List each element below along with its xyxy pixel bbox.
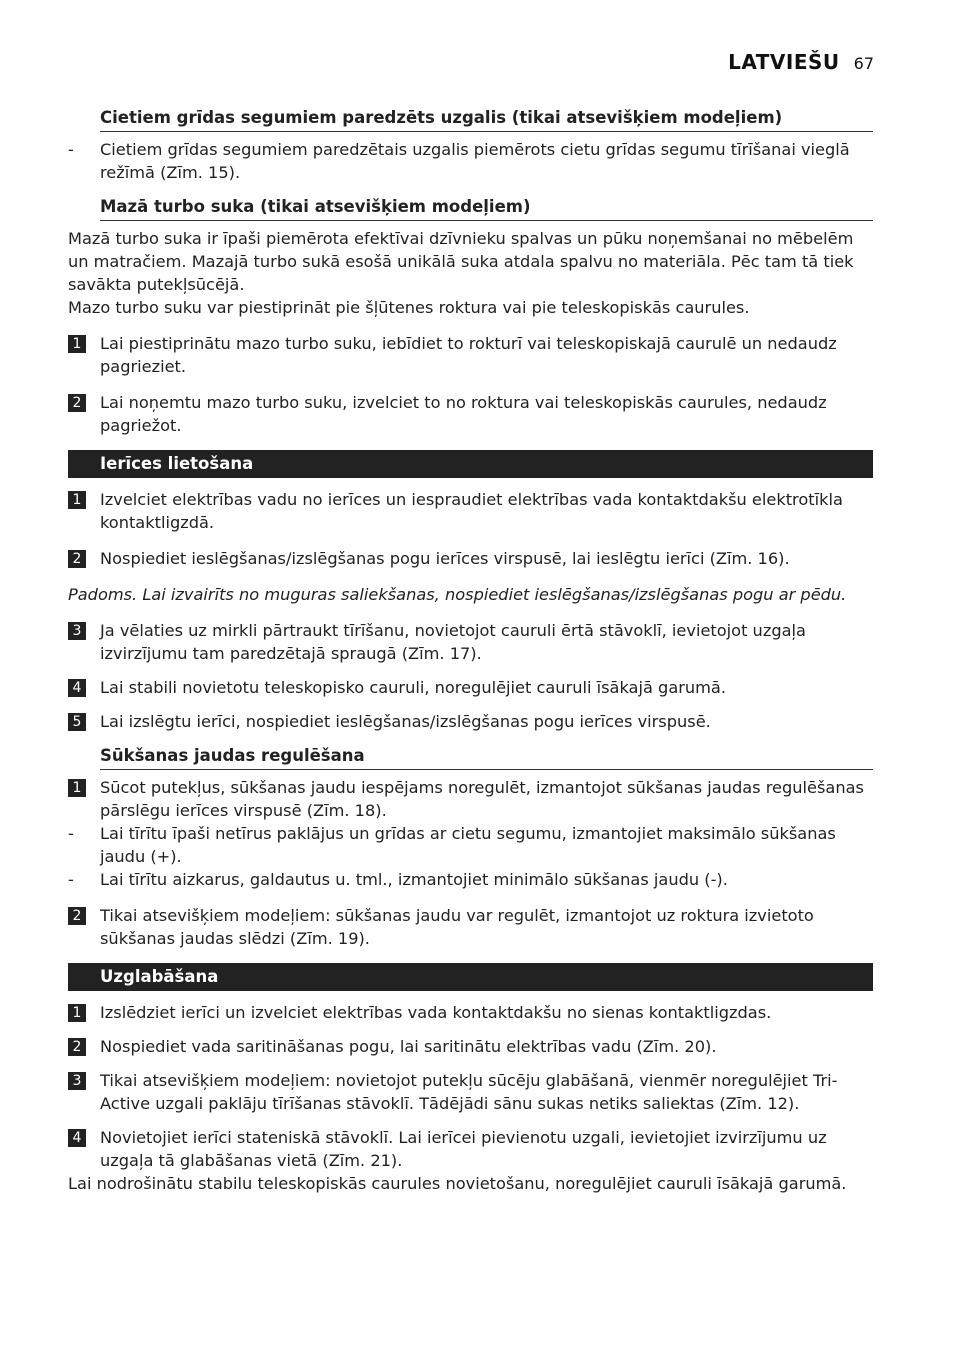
step-number: 5	[68, 713, 86, 731]
step-item	[68, 547, 873, 570]
page-content	[68, 106, 873, 1195]
step-number: 1	[68, 335, 86, 353]
dash-marker: -	[68, 824, 74, 843]
step-number: 1	[68, 491, 86, 509]
step-item	[68, 1035, 873, 1058]
bullet-text: Cietiem grīdas segumiem paredzētais uzgalis piemērots cietu grīdas segumu tīrīšanai vieglā režīmā (Zīm. 15).	[100, 140, 850, 182]
step-text: Nospiediet vada saritināšanas pogu, lai saritinātu elektrības vadu (Zīm. 20).	[100, 1037, 717, 1056]
step-text: Sūcot putekļus, sūkšanas jaudu iespējams noregulēt, izmantojot sūkšanas jaudas regulēšanas pārslēgu ierīces virspusē (Zīm. 18).	[100, 778, 864, 820]
step-text: Lai noņemtu mazo turbo suku, izvelciet to no roktura vai teleskopiskās caurules, nedaudz pagriežot.	[100, 393, 827, 435]
bullet-text: Lai tīrītu īpaši netīrus paklājus un grīdas ar cietu segumu, izmantojiet maksimālo sūkšanas jaudu (+).	[100, 824, 836, 866]
section-heading-using-appliance: Ierīces lietošana	[68, 450, 873, 478]
section-heading-storage: Uzglabāšana	[68, 963, 873, 991]
dash-marker: -	[68, 870, 74, 889]
page-header	[728, 50, 874, 74]
step-item	[68, 619, 873, 665]
step-item	[68, 676, 873, 699]
list-item	[68, 138, 873, 184]
bullet-text: Lai tīrītu aizkarus, galdautus u. tml., izmantojiet minimālo sūkšanas jaudu (-).	[100, 870, 728, 889]
step-item	[68, 332, 873, 378]
step-text: Ja vēlaties uz mirkli pārtraukt tīrīšanu, novietojot cauruli ērtā stāvoklī, ievietojot uzgaļa izvirzījumu tam paredzētajā spraugā (Zīm. 17).	[100, 621, 806, 663]
paragraph: Lai nodrošinātu stabilu teleskopiskās caurules novietošanu, noregulējiet cauruli īsākajā garumā.	[68, 1174, 847, 1193]
dash-marker: -	[68, 140, 74, 159]
language-label: LATVIEŠU	[728, 50, 840, 74]
step-number: 1	[68, 1004, 86, 1022]
section-heading-suction-power: Sūkšanas jaudas regulēšana	[100, 744, 873, 770]
section-heading-hard-floor-nozzle: Cietiem grīdas segumiem paredzēts uzgalis (tikai atsevišķiem modeļiem)	[100, 106, 873, 132]
step-item	[68, 1126, 873, 1172]
step-item	[68, 1001, 873, 1024]
step-number: 2	[68, 907, 86, 925]
step-text: Izvelciet elektrības vadu no ierīces un iespraudiet elektrības vada kontaktdakšu elektrotīkla kontaktligzdā.	[100, 490, 843, 532]
step-number: 2	[68, 550, 86, 568]
step-text: Tikai atsevišķiem modeļiem: sūkšanas jaudu var regulēt, izmantojot uz roktura izvietoto sūkšanas jaudas slēdzi (Zīm. 19).	[100, 906, 814, 948]
step-text: Izslēdziet ierīci un izvelciet elektrības vada kontaktdakšu no sienas kontaktligzdas.	[100, 1003, 772, 1022]
step-number: 3	[68, 1072, 86, 1090]
step-text: Tikai atsevišķiem modeļiem: novietojot putekļu sūcēju glabāšanā, vienmēr noregulējiet Tri-Active uzgali paklāju tīrīšanas stāvoklī. Tādējādi sānu sukas netiks saliektas (Zīm. 12).	[100, 1071, 838, 1113]
step-number: 3	[68, 622, 86, 640]
step-item	[68, 904, 873, 950]
paragraph: Mazo turbo suku var piestiprināt pie šļūtenes roktura vai pie teleskopiskās caurules.	[68, 298, 750, 317]
step-text: Lai izslēgtu ierīci, nospiediet ieslēgšanas/izslēgšanas pogu ierīces virspusē.	[100, 712, 711, 731]
page-number: 67	[853, 54, 874, 73]
section-heading-turbo-brush: Mazā turbo suka (tikai atsevišķiem modeļiem)	[100, 195, 873, 221]
step-item	[68, 710, 873, 733]
paragraph: Mazā turbo suka ir īpaši piemērota efektīvai dzīvnieku spalvas un pūku noņemšanai no mēbelēm un matračiem. Mazajā turbo sukā esošā unikālā suka atdala spalvu no materiāla. Pēc tam tā tiek savākta putekļsūcējā.	[68, 229, 854, 294]
step-item	[68, 488, 873, 534]
step-number: 4	[68, 1129, 86, 1147]
step-text: Nospiediet ieslēgšanas/izslēgšanas pogu ierīces virspusē, lai ieslēgtu ierīci (Zīm. 16).	[100, 549, 790, 568]
step-item	[68, 391, 873, 437]
step-number: 2	[68, 1038, 86, 1056]
step-text: Lai piestiprinātu mazo turbo suku, iebīdiet to rokturī vai teleskopiskajā caurulē un nedaudz pagrieziet.	[100, 334, 837, 376]
step-text: Lai stabili novietotu teleskopisko cauruli, noregulējiet cauruli īsākajā garumā.	[100, 678, 726, 697]
list-item	[68, 822, 873, 868]
step-item	[68, 776, 873, 822]
step-item	[68, 1069, 873, 1115]
step-text: Novietojiet ierīci stateniskā stāvoklī. Lai ierīcei pievienotu uzgali, ievietojiet izvirzījumu uz uzgaļa tā glabāšanas vietā (Zīm. 21).	[100, 1128, 827, 1170]
list-item	[68, 868, 873, 891]
step-number: 2	[68, 394, 86, 412]
tip-paragraph: Padoms. Lai izvairīts no muguras saliekšanas, nospiediet ieslēgšanas/izslēgšanas pogu ar pēdu.	[68, 585, 847, 604]
step-number: 4	[68, 679, 86, 697]
step-number: 1	[68, 779, 86, 797]
